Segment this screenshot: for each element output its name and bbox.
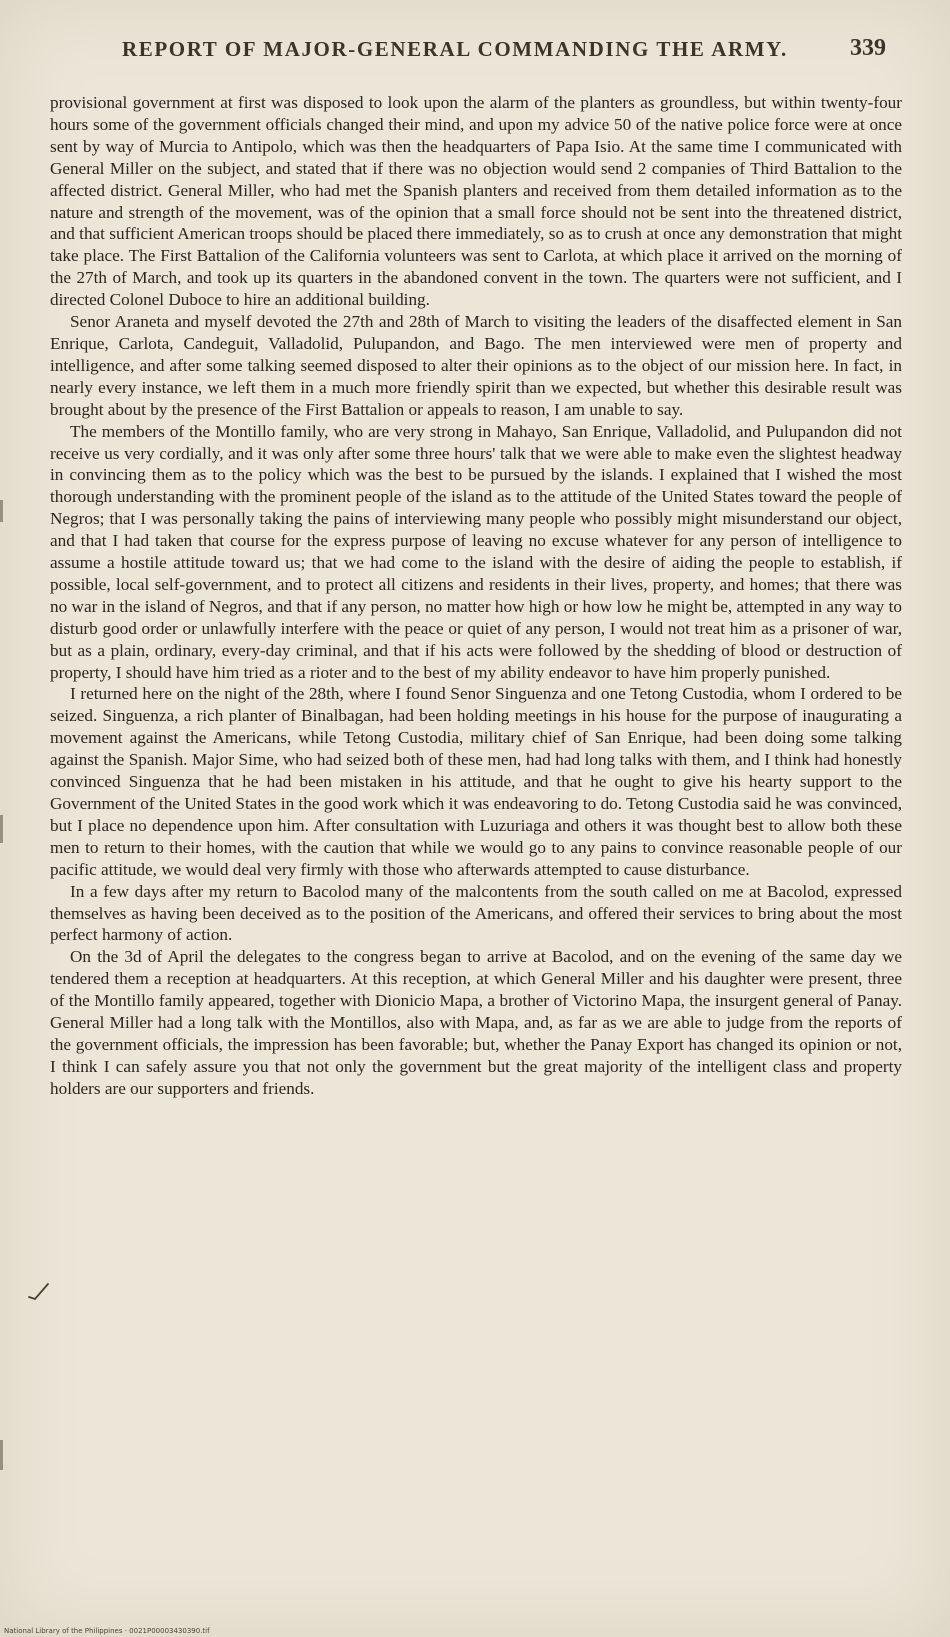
running-head	[0, 37, 950, 67]
page-number: 339	[850, 35, 886, 61]
running-title: REPORT OF MAJOR-GENERAL COMMANDING THE ARMY.	[122, 37, 788, 61]
paragraph-5: In a few days after my return to Bacolod many of the malcontents from the south called on me at Bacolod, expressed themselves as having been deceived as to the position of the Americans, and offered their services to bring about the most perfect harmony of action.	[50, 881, 902, 945]
body-text	[50, 92, 902, 1100]
binding-edge-mark	[0, 1440, 3, 1470]
binding-edge-mark	[0, 815, 3, 843]
paragraph-3: The members of the Montillo family, who are very strong in Mahayo, San Enrique, Valladolid, and Pulupandon did not receive us very cordially, and it was only after some three hours' talk that we were able to make even the slightest headway in convincing them as to the policy which was the best to be pursued by the islands. I explained that I wished the most thorough understanding with the prominent people of the island as to the attitude of the United States toward the people of Negros; that I was personally taking the pains of interviewing many people who possibly might misunderstand our object, and that I had taken that course for the express purpose of leaving no excuse whatever for any person of intelligence to assume a hostile attitude toward us; that we had come to the island with the desire of aiding the people to establish, if possible, local self-government, and to protect all citizens and residents in their lives, property, and homes; that there was no war in the island of Negros, and that if any person, no matter how high or how low he might be, attempted in any way to disturb good order or unlawfully interfere with the peace or quiet of any person, I would not treat him as a prisoner of war, but as a plain, ordinary, every-day criminal, and that if his acts were followed by the shedding of blood or destruction of property, I should have him tried as a rioter and to the best of my ability endeavor to have him properly punished.	[50, 421, 902, 682]
paragraph-1: provisional government at first was disposed to look upon the alarm of the planters as groundless, but within twenty-four hours some of the government officials changed their mind, and upon my advice 50 of the native police force were at once sent by way of Murcia to Antipolo, which was then the headquarters of Papa Isio. At the same time I communicated with General Miller on the subject, and stated that if there was no objection would send 2 companies of Third Battalion to the affected district. General Miller, who had met the Spanish planters and received from them detailed information as to the nature and strength of the movement, was of the opinion that a small force should not be sent into the threatened district, and that sufficient American troops should be placed there immediately, so as to crush at once any demonstration that might take place. The First Battalion of the California volunteers was sent to Carlota, at which place it arrived on the morning of the 27th of March, and took up its quarters in the abandoned convent in the town. The quarters were not sufficient, and I directed Colonel Duboce to hire an additional building.	[50, 93, 902, 310]
binding-edge-mark	[0, 500, 3, 522]
handwritten-check-mark	[26, 1281, 52, 1301]
paragraph-4: I returned here on the night of the 28th, where I found Senor Singuenza and one Tetong Custodia, whom I ordered to be seized. Singuenza, a rich planter of Binalbagan, had been holding meetings in his house for the purpose of inaugurating a movement against the Americans, while Tetong Custodia, military chief of San Enrique, had been doing some talking against the Spanish. Major Sime, who had seized both of these men, had had long talks with them, and I think had honestly convinced Singuenza that he had been mistaken in his attitude, and that he ought to give his hearty support to the Government of the United States in the good work which it was endeavoring to do. Tetong Custodia said he was convinced, but I place no dependence upon him. After consultation with Luzuriaga and others it was thought best to allow both these men to return to their homes, with the caution that while we would go to any pains to convince reasonable people of our pacific attitude, we would deal very firmly with those who afterwards attempted to cause disturbance.	[50, 684, 902, 879]
scan-credit: National Library of the Philippines · 0021P00003430390.tif	[4, 1627, 210, 1635]
paragraph-6: On the 3d of April the delegates to the congress began to arrive at Bacolod, and on the evening of the same day we tendered them a reception at headquarters. At this reception, at which General Miller and his daughter were present, three of the Montillo family appeared, together with Dionicio Mapa, a brother of Victorino Mapa, the insurgent general of Panay. General Miller had a long talk with the Montillos, also with Mapa, and, as far as we are able to judge from the reports of the government officials, the impression has been favorable; but, whether the Panay Export has changed its opinion or not, I think I can safely assure you that not only the government but the great majority of the intelligent class and property holders are our supporters and friends.	[50, 947, 902, 1098]
paragraph-2: Senor Araneta and myself devoted the 27th and 28th of March to visiting the leaders of the disaffected element in San Enrique, Carlota, Candeguit, Valladolid, Pulupandon, and Bago. The men interviewed were men of property and intelligence, and after some talking seemed disposed to alter their opinions as to the object of our mission here. In fact, in nearly every instance, we left them in a much more friendly spirit than we expected, but whether this desirable result was brought about by the presence of the First Battalion or appeals to reason, I am unable to say.	[50, 312, 902, 419]
